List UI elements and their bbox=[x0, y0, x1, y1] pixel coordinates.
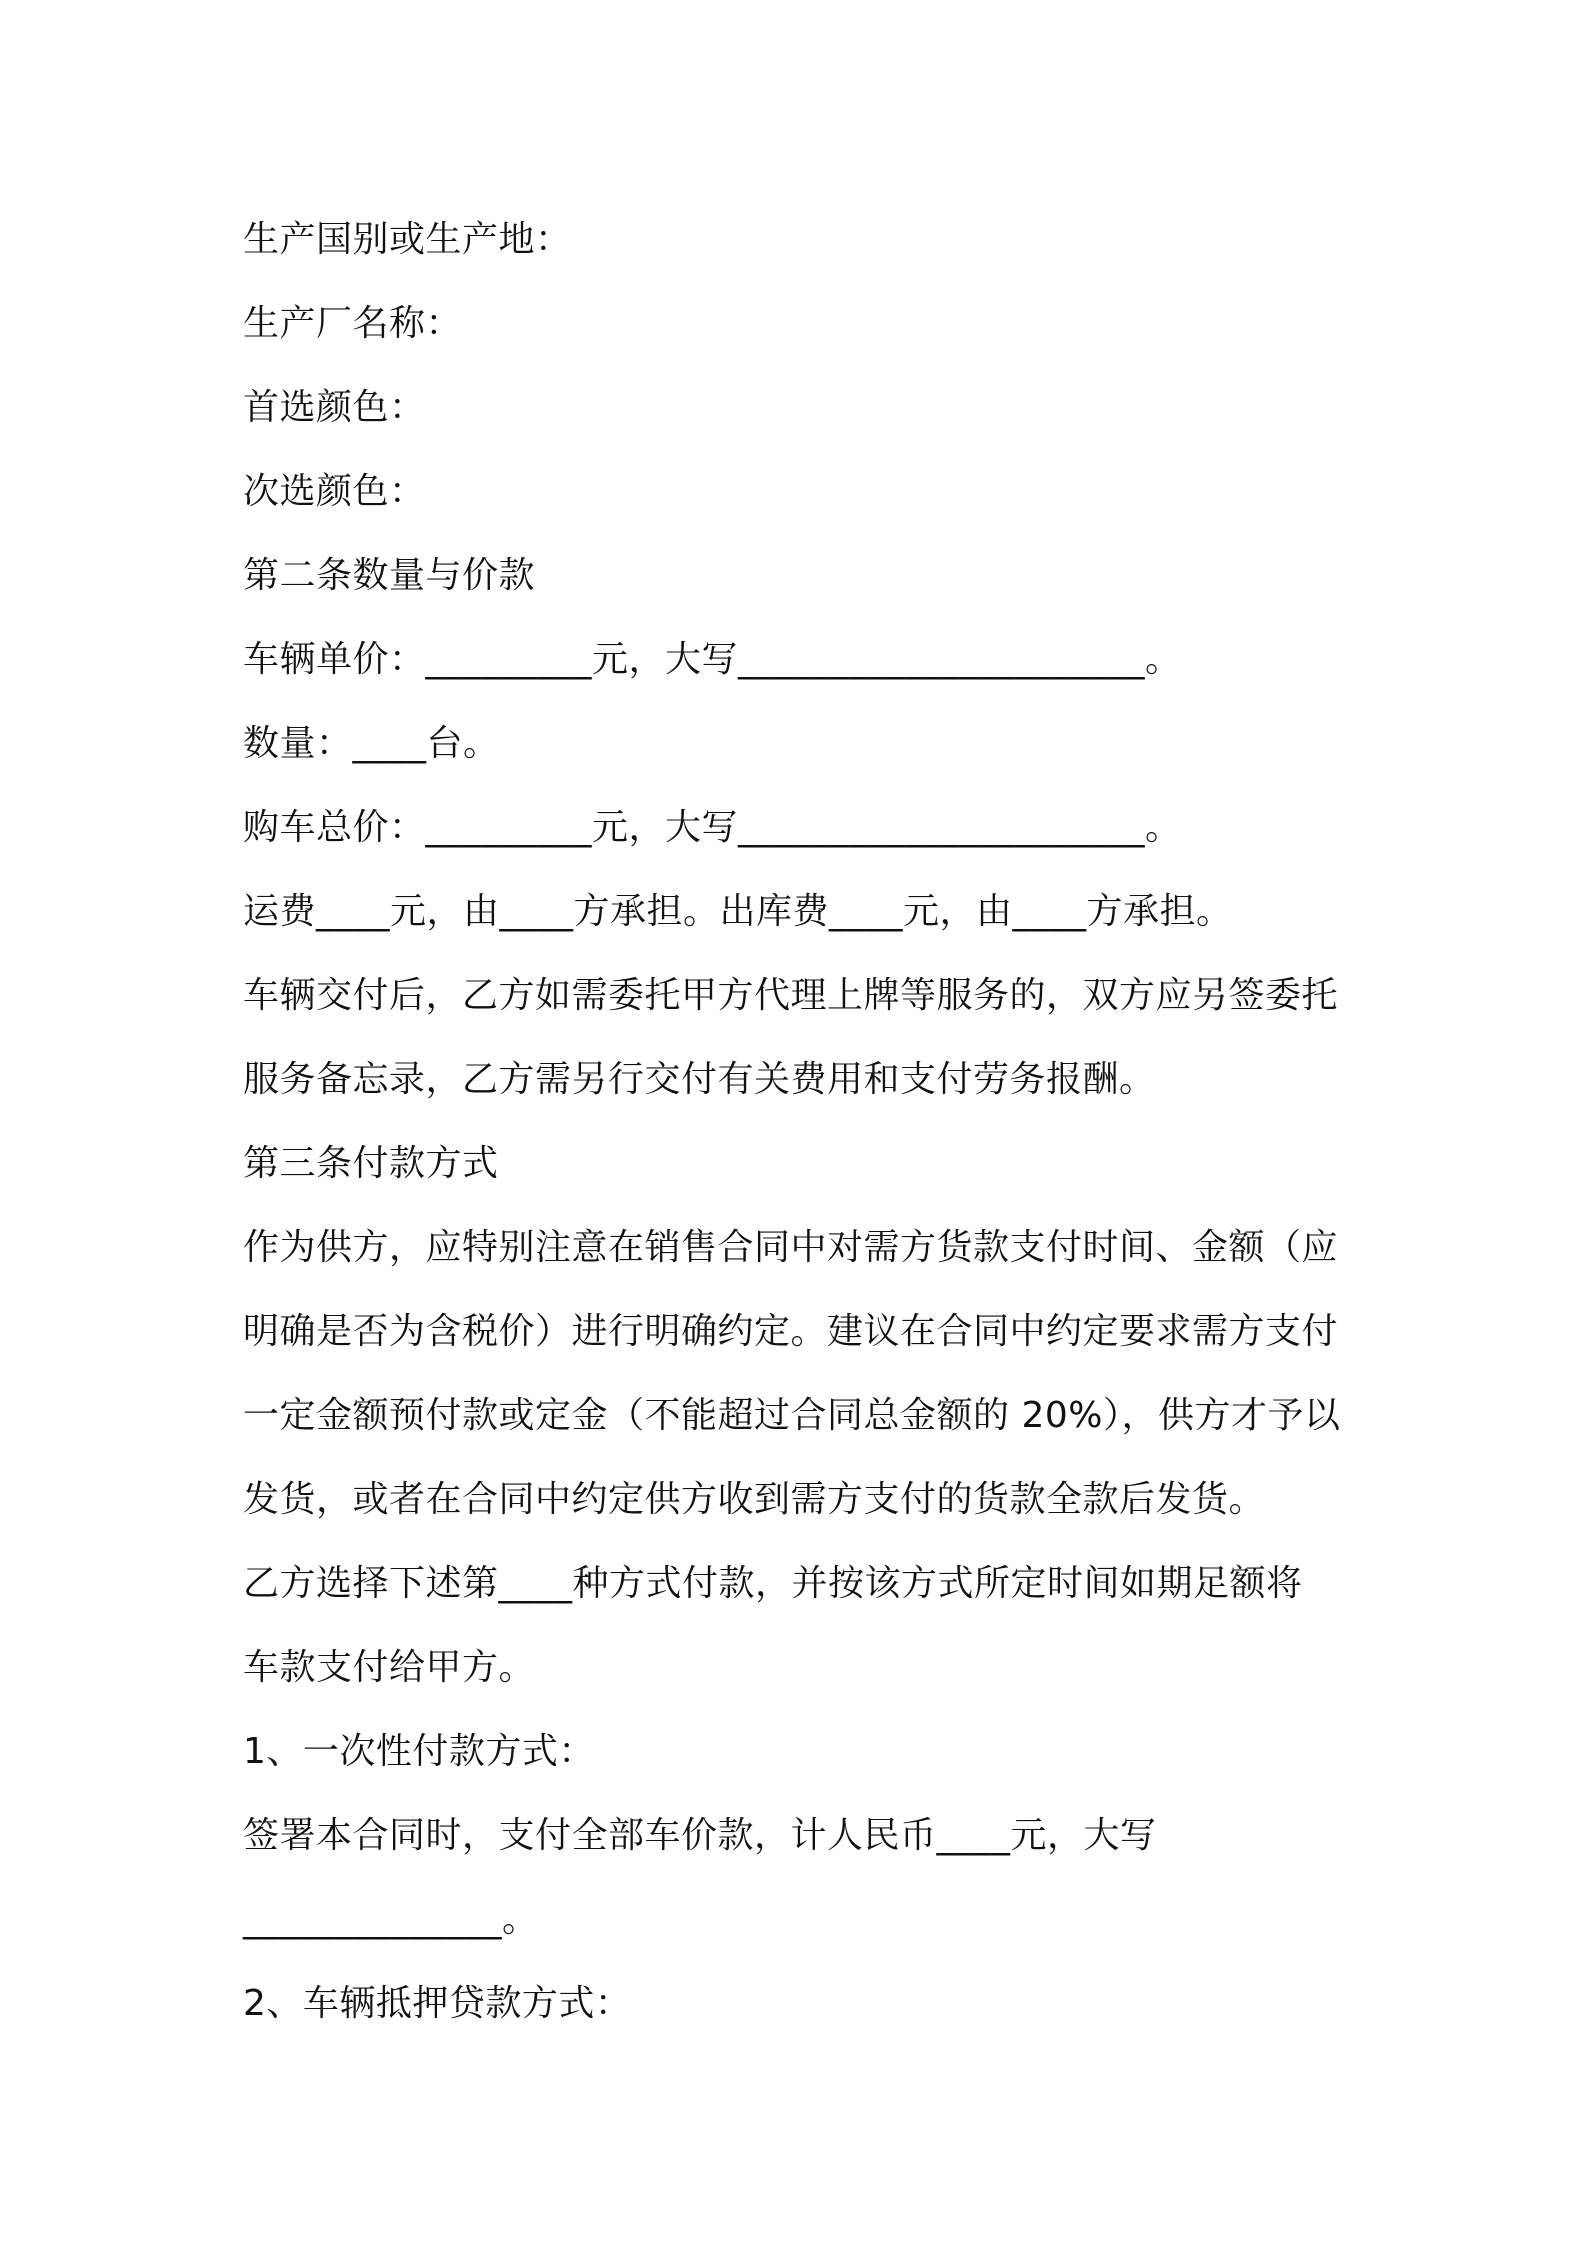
text-line: 数量：____台。 bbox=[243, 723, 500, 764]
section-heading: 第二条数量与价款 bbox=[243, 555, 536, 596]
text-line: 车辆交付后，乙方如需委托甲方代理上牌等服务的，双方应另签委托 bbox=[243, 975, 1339, 1016]
text-line: 次选颜色： bbox=[243, 471, 426, 512]
text-line: 一定金额预付款或定金（不能超过合同总金额的 20%），供方才予以 bbox=[243, 1395, 1341, 1436]
text-line: 作为供方，应特别注意在销售合同中对需方货款支付时间、金额（应 bbox=[243, 1227, 1339, 1268]
text-line: 购车总价：_________元，大写______________________。 bbox=[243, 807, 1182, 848]
text-line: 生产厂名称： bbox=[243, 303, 463, 344]
list-item-heading: 2、车辆抵押贷款方式： bbox=[243, 1983, 632, 2024]
list-item-heading: 1、一次性付款方式： bbox=[243, 1731, 595, 1772]
text-line: 运费____元，由____方承担。出库费____元，由____方承担。 bbox=[243, 891, 1233, 932]
text-line: 明确是否为含税价）进行明确约定。建议在合同中约定要求需方支付 bbox=[243, 1311, 1339, 1352]
text-line: 乙方选择下述第____种方式付款，并按该方式所定时间如期足额将 bbox=[243, 1563, 1303, 1604]
text-line: 首选颜色： bbox=[243, 387, 426, 428]
section-heading: 第三条付款方式 bbox=[243, 1143, 499, 1184]
text-line: 车辆单价：_________元，大写______________________。 bbox=[243, 639, 1182, 680]
text-line: 发货，或者在合同中约定供方收到需方支付的货款全款后发货。 bbox=[243, 1479, 1266, 1520]
text-line: ______________。 bbox=[243, 1899, 539, 1940]
text-line: 服务备忘录，乙方需另行交付有关费用和支付劳务报酬。 bbox=[243, 1059, 1156, 1100]
text-line: 车款支付给甲方。 bbox=[243, 1647, 536, 1688]
text-line: 签署本合同时，支付全部车价款，计人民币____元，大写 bbox=[243, 1815, 1157, 1856]
text-line: 生产国别或生产地： bbox=[243, 219, 572, 260]
document-body bbox=[243, 198, 1363, 2046]
